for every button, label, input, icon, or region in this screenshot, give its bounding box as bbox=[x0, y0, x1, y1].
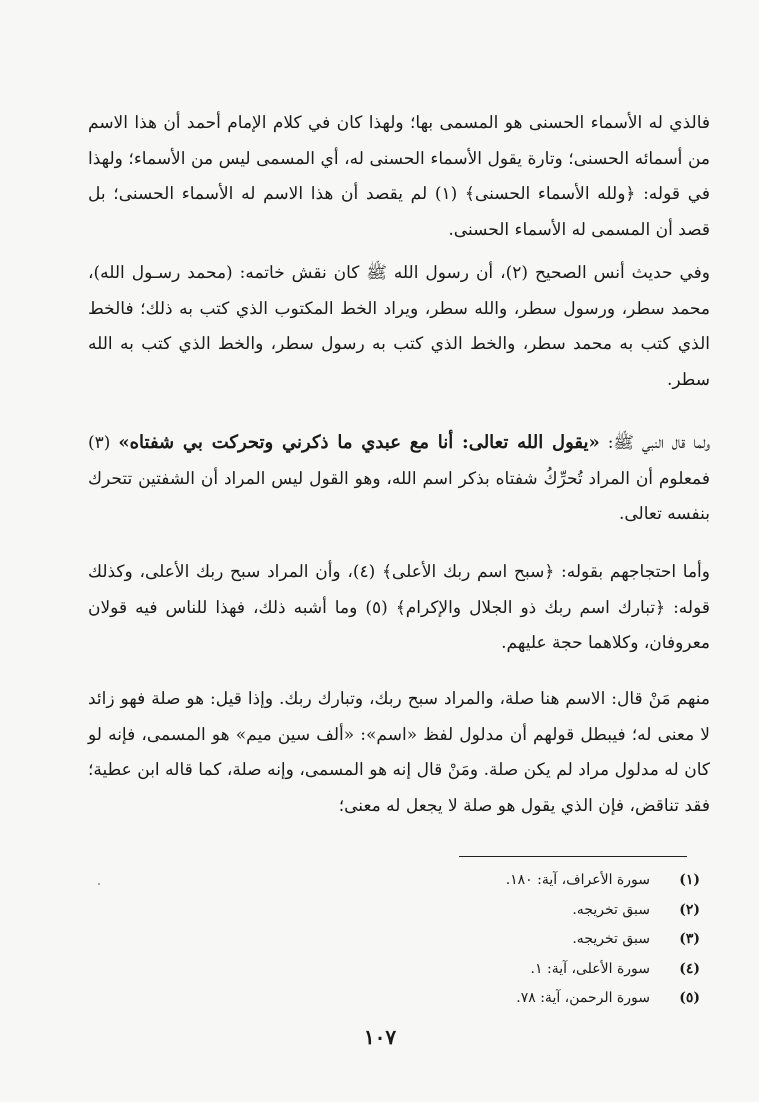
paragraph-text-span: (٣) فمعلوم أن المراد تُحرِّكُ شفتاه بذكر اسم الله، وهو القول ليس المراد أن الشفتين تتحرك بنفسه تعالى. bbox=[88, 433, 710, 524]
scan-speck bbox=[98, 883, 100, 885]
footnote-text: سبق تخريجه. bbox=[572, 931, 650, 947]
paragraph-text bbox=[88, 106, 710, 248]
footnotes bbox=[300, 866, 700, 1014]
footnote-text: سورة الأعلى، آية: ١. bbox=[530, 960, 650, 977]
footnote-item bbox=[300, 896, 700, 926]
page-number: ١٠٧ bbox=[363, 1025, 397, 1049]
paragraph-3 bbox=[88, 425, 710, 533]
footnote-number: (٣) bbox=[679, 931, 700, 947]
paragraph-4 bbox=[88, 555, 710, 662]
footnote-text: سبق تخريجه. bbox=[572, 901, 650, 918]
footnote-number: (٤) bbox=[679, 960, 700, 977]
footnote-item bbox=[300, 925, 700, 955]
footnote-text: سورة الرحمن، آية: ٧٨. bbox=[516, 990, 650, 1006]
footnote-number: (٢) bbox=[679, 901, 700, 918]
footnote-item bbox=[300, 955, 700, 985]
paragraph-2 bbox=[88, 256, 710, 398]
paragraph-text bbox=[88, 256, 710, 398]
hadith-quote: «يقول الله تعالى: أنا مع عبدي ما ذكرني وتحركت بي شفتاه» bbox=[118, 432, 600, 453]
paragraph-text-span: وأما احتجاجهم بقوله: ﴿سبح اسم ربك الأعلى﴾ (٤)، وأن المراد سبح ربك الأعلى، وكذلك قوله: ﴿تبارك اسم ربك ذو الجلال والإكرام﴾ (٥) وما أشبه ذلك، فهذا للناس فيه قولان معروفان، وكلاهما حجة عليهم. bbox=[88, 562, 710, 653]
footnote-item bbox=[300, 866, 700, 896]
paragraph-5 bbox=[88, 682, 710, 824]
paragraph-text-span: ولما قال النبي ﷺ: bbox=[599, 433, 711, 453]
footnote-text: سورة الأعراف، آية: ١٨٠. bbox=[505, 872, 650, 888]
paragraph-1 bbox=[88, 106, 710, 248]
paragraph-text-span: وفي حديث أنس الصحيح (٢)، أن رسول الله ﷺ كان نقش خاتمه: (محمد رسـول الله)، محمد سطر، ورسول سطر، والله سطر، ويراد الخط المكتوب الذي كتب به ذلك؛ فالخط الذي كتب به محمد سطر، والخط الذي كتب به رسول سطر، والخط الذي كتب به الله سطر. bbox=[88, 263, 710, 390]
paragraph-text bbox=[88, 555, 710, 662]
paragraph-text bbox=[88, 425, 710, 533]
footnote-number: (١) bbox=[679, 872, 700, 888]
footnote-number: (٥) bbox=[679, 990, 700, 1006]
paragraph-text bbox=[88, 682, 710, 824]
footnote-divider bbox=[459, 856, 687, 857]
paragraph-text-span: فالذي له الأسماء الحسنى هو المسمى بها؛ ولهذا كان في كلام الإمام أحمد أن هذا الاسم من أسمائه الحسنى؛ وتارة يقول الأسماء الحسنى له، أي المسمى ليس من الأسماء؛ ولهذا في قوله: ﴿ولله الأسماء الحسنى﴾ (١) لم يقصد أن هذا الاسم له الأسماء الحسنى؛ بل قصد أن المسمى له الأسماء الحسنى. bbox=[88, 113, 710, 240]
footnote-item bbox=[300, 984, 700, 1014]
paragraph-text-span: منهم مَنْ قال: الاسم هنا صلة، والمراد سبح ربك، وتبارك ربك. وإذا قيل: هو صلة فهو زائد لا معنى له؛ فيبطل قولهم أن مدلول لفظ «اسم»: «ألف سين ميم» هو المسمى، فإنه لو كان له مدلول مراد لم يكن صلة. ومَنْ قال إنه هو المسمى، وإنه صلة، كما قاله ابن عطية؛ فقد تناقض، فإن الذي يقول هو صلة لا يجعل له معنى؛ bbox=[88, 689, 710, 816]
